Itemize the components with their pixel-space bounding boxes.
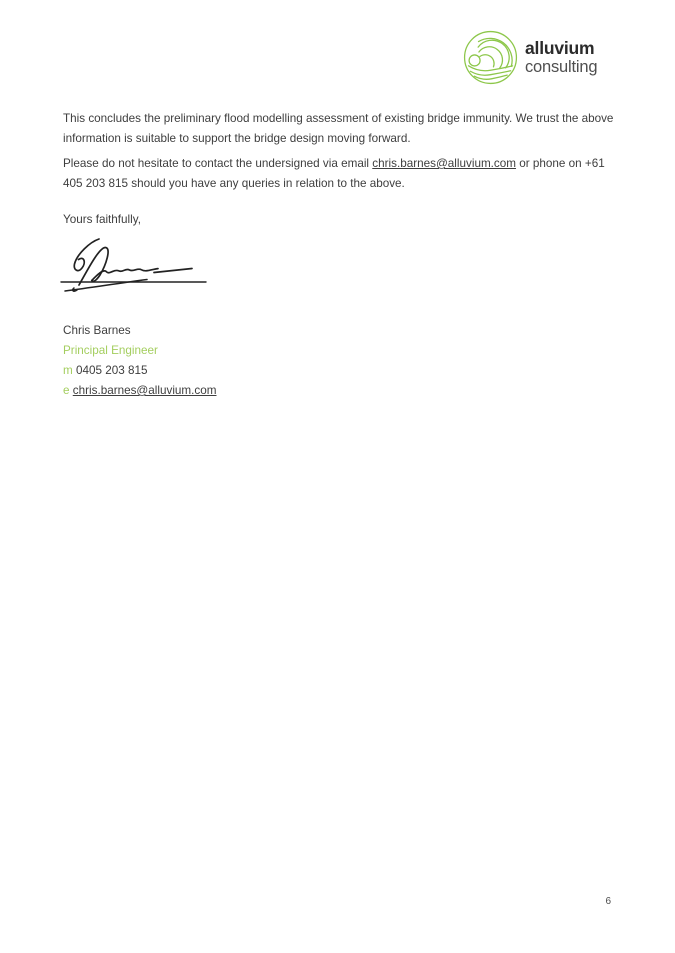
body-email-link[interactable]: chris.barnes@alluvium.com — [372, 157, 517, 170]
contact-mobile-number: 0405 203 815 — [76, 364, 148, 377]
closing-salutation: Yours faithfully, — [63, 213, 141, 226]
logo-wordmark — [525, 39, 597, 76]
email-label: e — [63, 384, 70, 397]
paragraph-contact-info — [63, 154, 615, 194]
mobile-label: m — [63, 364, 73, 377]
letter-body — [63, 109, 615, 401]
paragraph-contact-after: or phone on +61 405 203 815 should you have any queries in relation to the above. — [63, 157, 605, 190]
paragraph-conclusion: This concludes the preliminary flood modelling assessment of existing bridge immunity. We trust the above information is suitable to support the bridge design moving forward. — [63, 112, 614, 145]
brand-name: alluvium — [525, 38, 595, 58]
brand-tagline: consulting — [525, 58, 598, 76]
contact-email-line — [63, 381, 615, 401]
contact-email-link[interactable]: chris.barnes@alluvium.com — [72, 384, 217, 397]
page-number: 6 — [605, 896, 611, 907]
contact-mobile-line — [63, 361, 615, 381]
paragraph-contact-before: Please do not hesitate to contact the undersigned via email — [63, 157, 373, 170]
company-logo — [463, 30, 597, 85]
handwritten-signature — [60, 235, 210, 297]
signature-contact-block — [63, 321, 615, 401]
contact-title: Principal Engineer — [63, 344, 158, 357]
alluvium-waves-icon — [463, 30, 518, 85]
contact-name: Chris Barnes — [63, 324, 131, 337]
